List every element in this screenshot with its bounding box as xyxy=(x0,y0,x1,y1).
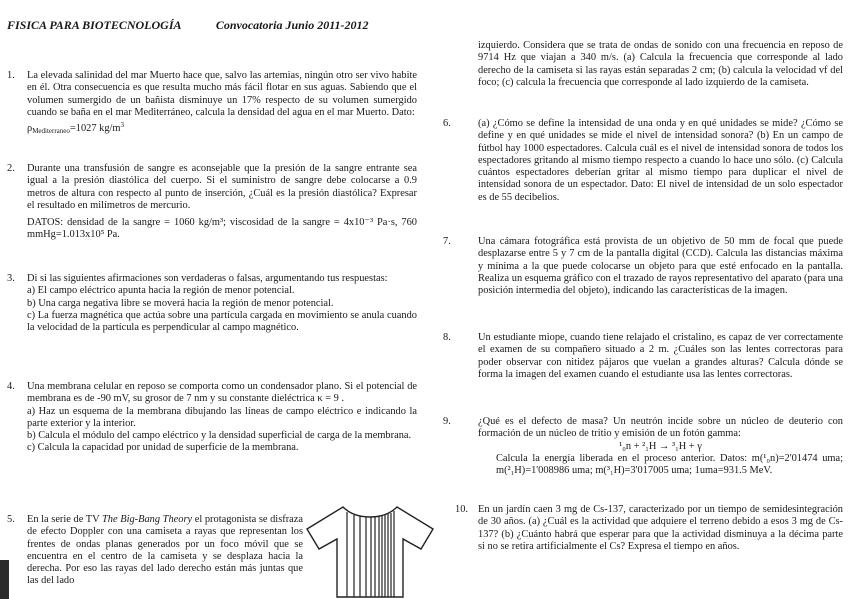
question-text: Un estudiante miope, cuando tiene relajado el cristalino, es capaz de ver correctamente el examen de su compañero situado a 2 m. ¿Cuáles son las lentes correctoras para poder observar con nitidez pájaros que vuelan a grandes alturas? Calcula dónde se forma la imagen del examen cuando el estudiante usa las lentes correctoras. xyxy=(478,332,843,380)
question-5: 5. En la serie de TV The Big-Bang Theory el protagonista se disfraza de efecto Doppler con una camiseta a rayas que representan los frentes de ondas planas generados por un foco móvil que se encuentra en el centro de la camiseta y se desplaza hacia la derecha. Por eso las rayas del lado derecho están más juntas que las del lado xyxy=(7,514,303,587)
question-10 xyxy=(455,504,843,553)
subquestion-c: c) Calcula la capacidad por unidad de superficie de la membrana. xyxy=(27,442,299,454)
question-text: ¿Qué es el defecto de masa? Un neutrón incide sobre un núcleo de deuterio con formación de un núcleo de tritio y emisión de un fotón gamma: xyxy=(478,416,843,440)
question-number: 10. xyxy=(455,504,468,515)
question-data: Calcula la energía liberada en el proceso anterior. Datos: m(¹₀n)=2'01474 uma; m(²₁H)=1'008986 uma; m(³₁H)=3'017005 uma; 1uma=931.5 MeV. xyxy=(496,452,843,477)
question-number: 1. xyxy=(7,70,15,81)
question-number: 5. xyxy=(7,514,15,525)
question-3 xyxy=(7,273,417,334)
question-6 xyxy=(443,118,843,204)
striped-tshirt-illustration xyxy=(303,503,437,599)
question-text: Di si las siguientes afirmaciones son verdaderas o falsas, argumentando tus respuestas: xyxy=(27,273,388,284)
subquestion-a: a) Haz un esquema de la membrana dibujando las líneas de campo eléctrico e indicando la parte exterior y la interior. xyxy=(27,405,417,429)
question-2 xyxy=(7,163,417,242)
question-5-continued xyxy=(478,40,843,89)
question-8 xyxy=(443,332,843,381)
question-1 xyxy=(7,70,417,137)
question-number: 8. xyxy=(443,332,451,343)
subquestion-c: c) La fuerza magnética que actúa sobre una partícula cargada en movimiento se anula cuando la velocidad de la partícula es perpendicular al campo magnético. xyxy=(27,309,417,334)
question-text: Una membrana celular en reposo se comporta como un condensador plano. Si el potencial de membrana es de -90 mV, su grosor de 7 nm y su constante dieléctrica κ = 9 . xyxy=(27,381,417,405)
tv-show-title: The Big-Bang Theory xyxy=(102,514,193,525)
question-text: izquierdo. Considera que se trata de ondas de sonido con una frecuencia en reposo de 9714 Hz que viajan a 340 m/s. (a) Calcula la frecuencia que corresponde al lado derecho de la camiseta si las rayas están separadas 2 cm; (b) calcula la velocidad vf del foco; (c) calcula la frecuencia que corresponde al lado izquierdo de la camiseta. xyxy=(478,40,843,88)
density-data: $\rho_{Mediterraneo}=1027$ $kg/m^3$ xyxy=(27,121,125,136)
question-number: 9. xyxy=(443,416,451,427)
question-9 xyxy=(443,416,843,477)
question-text: (a) ¿Cómo se define la intensidad de una onda y en qué unidades se mide? ¿Cómo se define y en qué unidades se mide el nivel de intensidad sonora? (b) En un campo de fútbol hay 1000 espectadores. Calcula cuál es el nivel de intensidad sonora de todos los espectadores gritando al mismo tiempo respecto a cuando lo hace uno sólo. (c) Calcula cuántos espectadores deberían gritar al mismo tiempo para duplicar el nivel de intensidad sonora de un espectador. Dato: El nivel de intensidad de un solo espectador es de 55 decibelios. xyxy=(478,118,843,203)
question-text: Durante una transfusión de sangre es aconsejable que la presión de la sangre entrante sea igual a la presión diastólica del cuerpo. Si el suministro de sangre debe colocarse a 0.9 metros de altura con respecto al punto de inserción, ¿Cuál es la presión diastólica? Expresar el resultado en milímetros de mercurio. xyxy=(27,163,417,211)
question-number: 3. xyxy=(7,273,15,284)
subquestion-a: a) El campo eléctrico apunta hacia la región de menor potencial. xyxy=(27,285,295,297)
question-data: DATOS: densidad de la sangre = 1060 kg/m³; viscosidad de la sangre = 4x10⁻³ Pa·s, 760 mmHg=1.013x10⁵ Pa. xyxy=(27,217,417,241)
scan-edge xyxy=(0,560,9,599)
nuclear-reaction-equation: ¹₀n + ²₁H → ³₁H + γ xyxy=(619,440,702,452)
course-title: FISICA PARA BIOTECNOLOGÍA xyxy=(7,18,181,32)
question-text: En un jardín caen 3 mg de Cs-137, caracterizado por un tiempo de semidesintegración de 30 años. (a) ¿Cuál es la actividad que adquiere el terreno debido a esos 3 mg de Cs-137? (b) ¿Cuánto habrá que esperar para que la actividad disminuya a la décima parte si no se retira artificialmente el Cs? Expresa el tiempo en años. xyxy=(478,504,843,552)
question-number: 4. xyxy=(7,381,15,392)
subquestion-b: b) Calcula el módulo del campo eléctrico y la densidad superficial de carga de la membrana. xyxy=(27,430,412,442)
question-number: 7. xyxy=(443,236,451,247)
question-text: La elevada salinidad del mar Muerto hace que, salvo las artemias, ningún otro ser vivo habite en él. Otra consecuencia es que resulta mucho más fácil flotar en sus aguas. Sabiendo que el volumen sumergido de un bañista disminuye un 17% respecto de su volumen sumergido cuando se baña en el mar Mediterráneo, calcula la densidad del agua en el mar Muerto. Dato: xyxy=(27,70,417,118)
question-number: 2. xyxy=(7,163,15,174)
question-text: Una cámara fotográfica está provista de un objetivo de 50 mm de focal que puede desplazarse entre 5 y 7 cm de la pantalla digital (CCD). Calcula las distancias máxima y mínima a la que puede colocarse un objeto para que esté enfocado en la pantalla. Realiza un esquema gráfico con el trazado de rayos representativo del aparato (para una posición intermedia del objeto), indicando las características de la imagen. xyxy=(478,236,843,297)
subquestion-b: b) Una carga negativa libre se moverá hacia la región de menor potencial. xyxy=(27,297,334,309)
exam-header xyxy=(7,18,369,33)
question-4 xyxy=(7,381,417,455)
question-number: 6. xyxy=(443,118,451,129)
question-7 xyxy=(443,236,843,297)
exam-session: Convocatoria Junio 2011-2012 xyxy=(215,18,369,32)
